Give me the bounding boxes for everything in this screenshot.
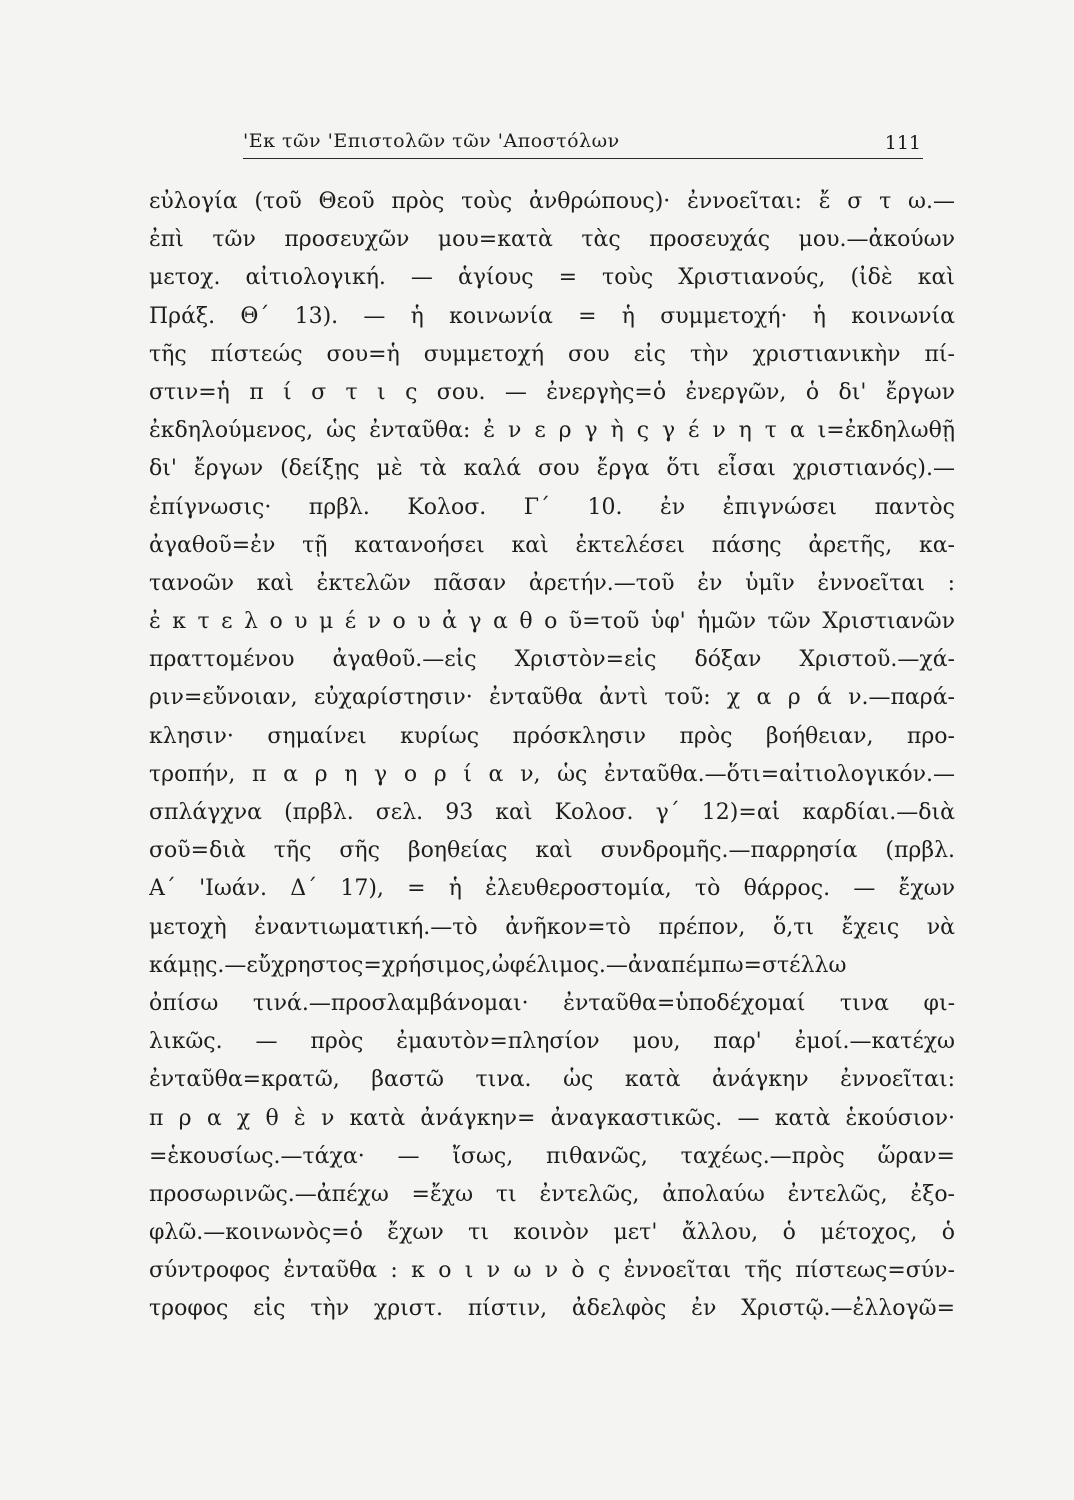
text-line: φλῶ.—κοινωνὸς=ὁ ἔχων τι κοινὸν μετ' ἄλλου, ὁ μέτοχος, ὁ [149,1220,955,1246]
text-line: =ἑκουσίως.—τάχα· — ἴσως, πιθανῶς, ταχέως.—πρὸς ὥραν= [149,1143,955,1169]
text-line: Πράξ. Θ΄ 13). — ἡ κοινωνία = ἡ συμμετοχή· ἡ κοινωνία [149,303,955,329]
running-title: 'Εκ τῶν 'Επιστολῶν τῶν 'Αποστόλων [243,130,620,152]
text-line: ριν=εὔνοιαν, εὐχαρίστησιν· ἐνταῦθα ἀντὶ τοῦ: χ α ρ ά ν.—παρά- [149,685,955,711]
text-line: λικῶς. — πρὸς ἐμαυτὸν=πλησίον μου, παρ' ἐμοί.—κατέχω [149,1029,955,1055]
text-line: ὀπίσω τινά.—προσλαμβάνομαι· ἐνταῦθα=ὑποδέχομαί τινα φι- [149,990,955,1016]
text-line: τροφος εἰς τὴν χριστ. πίστιν, ἀδελφὸς ἐν Χριστῷ.—ἐλλογῶ= [149,1296,955,1322]
text-line: ἐπὶ τῶν προσευχῶν μου=κατὰ τὰς προσευχάς μου.—ἀκούων [149,227,955,253]
text-line: σύντροφος ἐνταῦθα : κ ο ι ν ω ν ὸ ς ἐννοεῖται τῆς πίστεως=σύν- [149,1258,955,1284]
text-line: πραττομένου ἀγαθοῦ.—εἰς Χριστὸν=εἰς δόξαν Χριστοῦ.—χά- [149,647,955,673]
header-rule [243,158,923,159]
text-line: ἐ κ τ ε λ ο υ μ έ ν ο υ ἀ γ α θ ο ῦ=τοῦ ὑφ' ἡμῶν τῶν Χριστιανῶν [149,609,955,635]
text-line: σοῦ=διὰ τῆς σῆς βοηθείας καὶ συνδρομῆς.—παρρησία (πρβλ. [149,838,955,864]
text-line: π ρ α χ θ ὲ ν κατὰ ἀνάγκην= ἀναγκαστικῶς. — κατὰ ἑκούσιον· [149,1105,955,1131]
page-header [243,126,923,162]
text-line: τροπήν, π α ρ η γ ο ρ ί α ν, ὡς ἐνταῦθα.—ὅτι=αἰτιολογικόν.— [149,761,955,787]
text-line: προσωρινῶς.—ἀπέχω =ἔχω τι ἐντελῶς, ἀπολαύω ἐντελῶς, ἐξο- [149,1181,955,1207]
text-line: ἐνταῦθα=κρατῶ, βαστῶ τινα. ὡς κατὰ ἀνάγκην ἐννοεῖται: [149,1067,955,1093]
text-line: εὐλογία (τοῦ Θεοῦ πρὸς τοὺς ἀνθρώπους)· ἐννοεῖται: ἔ σ τ ω.— [149,189,955,214]
text-line: τανοῶν καὶ ἐκτελῶν πᾶσαν ἀρετήν.—τοῦ ἐν ὑμῖν ἐννοεῖται : [149,570,955,596]
text-line: ἐπίγνωσις· πρβλ. Κολοσ. Γ΄ 10. ἐν ἐπιγνώσει παντὸς [149,494,955,520]
text-line: ἀγαθοῦ=ἐν τῇ κατανοήσει καὶ ἐκτελέσει πάσης ἀρετῆς, κα- [149,532,955,558]
text-line: ἐκδηλούμενος, ὡς ἐνταῦθα: ἐ ν ε ρ γ ὴ ς γ έ ν η τ α ι=ἐκδηλωθῇ [149,418,955,444]
text-line: κλησιν· σημαίνει κυρίως πρόσκλησιν πρὸς βοήθειαν, προ- [149,723,955,749]
text-line: δι' ἔργων (δείξῃς μὲ τὰ καλά σου ἔργα ὅτι εἶσαι χριστιανός).— [149,456,955,482]
page-number: 111 [884,132,921,154]
text-line: στιν=ἡ π ί σ τ ι ς σου. — ἐνεργὴς=ὁ ἐνεργῶν, ὁ δι' ἔργων [149,379,955,405]
text-line: μετοχὴ ἐναντιωματική.—τὸ ἀνῆκον=τὸ πρέπον, ὅ,τι ἔχεις νὰ [149,914,955,940]
text-line: τῆς πίστεώς σου=ἡ συμμετοχή σου εἰς τὴν χριστιανικὴν πί- [149,341,955,367]
text-line: κάμῃς.—εὔχρηστος=χρήσιμος,ὠφέλιμος.—ἀναπέμπω=στέλλω [149,952,847,978]
text-line: Α΄ 'Ιωάν. Δ΄ 17), = ἡ ἐλευθεροστομία, τὸ θάρρος. — ἔχων [149,876,955,902]
text-line: μετοχ. αἰτιολογική. — ἁγίους = τοὺς Χριστιανούς, (ἰδὲ καὶ [149,265,955,291]
body-text [149,183,955,1329]
text-line: σπλάγχνα (πρβλ. σελ. 93 καὶ Κολοσ. γ΄ 12)=αἱ καρδίαι.—διὰ [149,800,955,825]
